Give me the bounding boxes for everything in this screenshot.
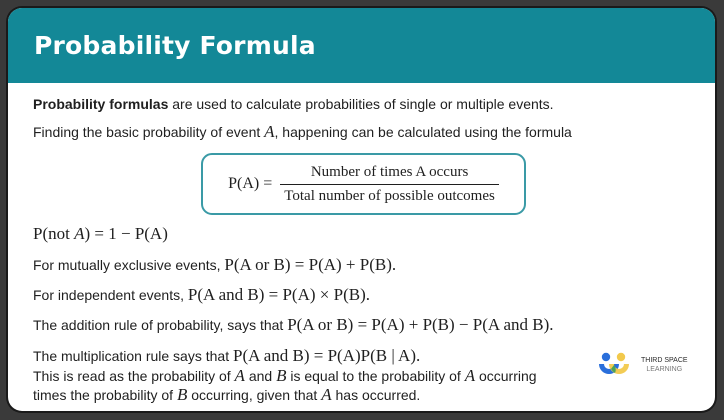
text: times the probability of [33,387,177,403]
var-b: B [176,385,188,404]
header-banner [8,8,715,83]
third-space-learning-logo [597,352,688,378]
rule-formula: P(A or B) = P(A) + P(B). [224,255,397,274]
logo-line2: LEARNING [646,366,683,373]
basic-post: , happening can be calculated using the formula [274,124,572,140]
complement-pre: P(not [33,224,75,243]
text: is equal to the probability of [286,368,465,384]
rule-label: For independent events, [33,287,188,303]
formula-lhs: P(A) = [228,175,273,192]
complement-formula [33,224,168,244]
independent-rule [33,285,370,305]
basic-probability-text [33,122,572,142]
text: has occurred. [331,387,421,403]
mutually-exclusive-rule [33,255,396,275]
var-b: B [276,366,287,385]
multiplication-explanation-line2 [33,385,420,405]
formula-fraction [280,164,499,205]
rule-formula: P(A and B) = P(A)P(B | A). [232,346,421,365]
text: occurring, given that [187,387,322,403]
intro-bold: Probability formulas [33,96,169,112]
multiplication-rule [33,346,420,366]
logo-text [641,356,688,374]
page-title: Probability Formula [34,31,316,60]
var-a: A [234,366,245,385]
basic-pre: Finding the basic probability of event [33,124,265,140]
intro-rest: are used to calculate probabilities of single or multiple events. [168,96,554,112]
formula-box [201,153,526,215]
formula-denominator: Total number of possible outcomes [280,184,499,205]
text: This is read as the probability of [33,368,235,384]
rule-label: The addition rule of probability, says that [33,317,288,333]
var-a: A [321,385,332,404]
var-a: A [264,122,275,141]
text: and [244,368,277,384]
rule-label: For mutually exclusive events, [33,257,225,273]
formula-numerator: Number of times A occurs [310,163,469,180]
multiplication-explanation-line1 [33,366,537,386]
rule-formula: P(A and B) = P(A) × P(B). [187,285,370,304]
rule-formula: P(A or B) = P(A) + P(B) − P(A and B). [287,315,554,334]
card [8,8,715,411]
var-a: A [74,224,85,243]
rule-label: The multiplication rule says that [33,348,233,364]
logo-line1: THIRD SPACE [641,357,688,364]
addition-rule [33,315,554,335]
complement-post: ) = 1 − P(A) [84,224,168,243]
logo-mark-icon [597,352,631,378]
var-a: A [464,366,476,385]
intro-text [33,96,554,112]
text: occurring [475,368,537,384]
